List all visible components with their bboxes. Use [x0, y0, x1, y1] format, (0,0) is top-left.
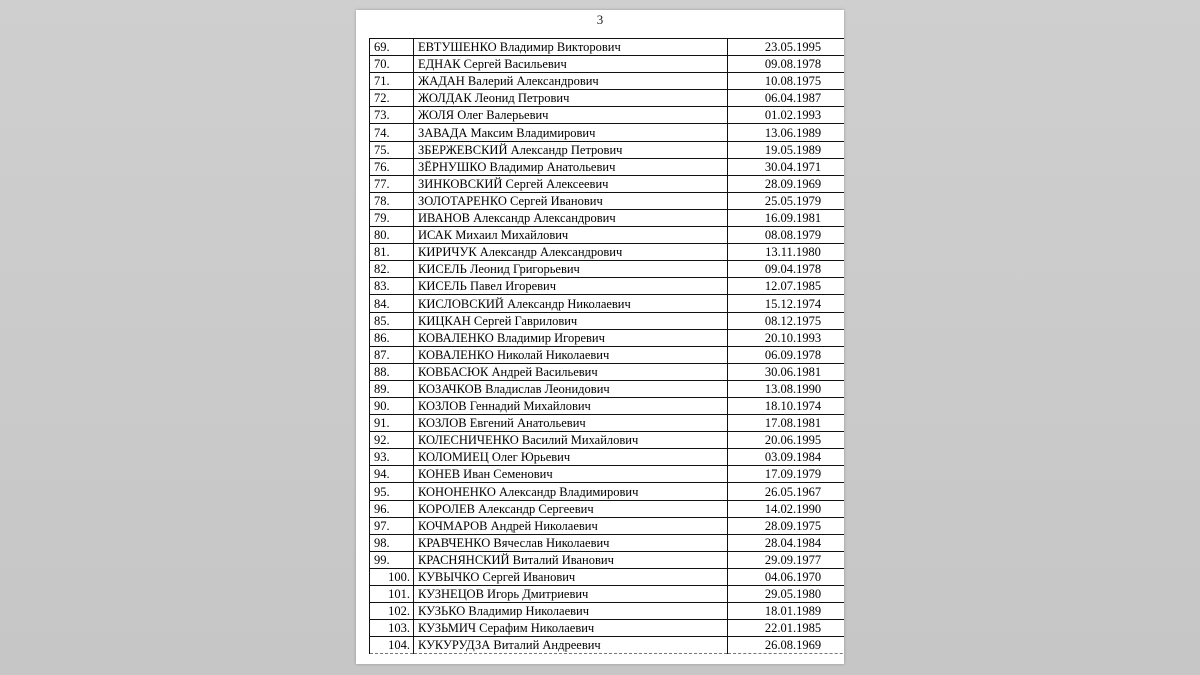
- birth-date-cell: 13.08.1990: [728, 380, 845, 397]
- row-number: 92.: [370, 432, 414, 449]
- table-row: [370, 551, 845, 568]
- row-number: 75.: [370, 141, 414, 158]
- birth-date-cell: 01.02.1993: [728, 107, 845, 124]
- full-name-cell: КУЗНЕЦОВ Игорь Дмитриевич: [414, 586, 728, 603]
- row-number: 83.: [370, 278, 414, 295]
- row-number: 98.: [370, 534, 414, 551]
- full-name-cell: КУЗЬМИЧ Серафим Николаевич: [414, 620, 728, 637]
- full-name-cell: КОЛЕСНИЧЕНКО Василий Михайлович: [414, 432, 728, 449]
- full-name-cell: КОВБАСЮК Андрей Васильевич: [414, 363, 728, 380]
- row-number: 104.: [370, 637, 414, 654]
- birth-date-cell: 19.05.1989: [728, 141, 845, 158]
- table-row: [370, 90, 845, 107]
- row-number: 97.: [370, 517, 414, 534]
- full-name-cell: КОЧМАРОВ Андрей Николаевич: [414, 517, 728, 534]
- table-row: [370, 124, 845, 141]
- birth-date-cell: 22.01.1985: [728, 620, 845, 637]
- row-number: 82.: [370, 261, 414, 278]
- row-number: 103.: [370, 620, 414, 637]
- table-row: [370, 278, 845, 295]
- full-name-cell: ЗБЕРЖЕВСКИЙ Александр Петрович: [414, 141, 728, 158]
- table-row: [370, 603, 845, 620]
- row-number: 70.: [370, 56, 414, 73]
- birth-date-cell: 06.09.1978: [728, 346, 845, 363]
- row-number: 89.: [370, 380, 414, 397]
- birth-date-cell: 23.05.1995: [728, 39, 845, 56]
- row-number: 95.: [370, 483, 414, 500]
- full-name-cell: ЕДНАК Сергей Васильевич: [414, 56, 728, 73]
- birth-date-cell: 09.04.1978: [728, 261, 845, 278]
- table-row: [370, 209, 845, 226]
- full-name-cell: КОЗЛОВ Геннадий Михайлович: [414, 397, 728, 414]
- full-name-cell: КУВЫЧКО Сергей Иванович: [414, 568, 728, 585]
- row-number: 73.: [370, 107, 414, 124]
- table-row: [370, 432, 845, 449]
- table-row: [370, 346, 845, 363]
- birth-date-cell: 13.06.1989: [728, 124, 845, 141]
- full-name-cell: КОВАЛЕНКО Николай Николаевич: [414, 346, 728, 363]
- row-number: 93.: [370, 449, 414, 466]
- full-name-cell: ЕВТУШЕНКО Владимир Викторович: [414, 39, 728, 56]
- birth-date-cell: 17.08.1981: [728, 415, 845, 432]
- row-number: 87.: [370, 346, 414, 363]
- full-name-cell: ЗОЛОТАРЕНКО Сергей Иванович: [414, 192, 728, 209]
- row-number: 101.: [370, 586, 414, 603]
- birth-date-cell: 04.06.1970: [728, 568, 845, 585]
- page-number: 3: [596, 12, 604, 27]
- table-row: [370, 141, 845, 158]
- birth-date-cell: 29.05.1980: [728, 586, 845, 603]
- full-name-cell: КОНОНЕНКО Александр Владимирович: [414, 483, 728, 500]
- birth-date-cell: 06.04.1987: [728, 90, 845, 107]
- row-number: 79.: [370, 209, 414, 226]
- table-row: [370, 586, 845, 603]
- birth-date-cell: 28.09.1975: [728, 517, 845, 534]
- birth-date-cell: 17.09.1979: [728, 466, 845, 483]
- birth-date-cell: 10.08.1975: [728, 73, 845, 90]
- birth-date-cell: 30.04.1971: [728, 158, 845, 175]
- birth-date-cell: 03.09.1984: [728, 449, 845, 466]
- birth-date-cell: 18.01.1989: [728, 603, 845, 620]
- row-number: 90.: [370, 397, 414, 414]
- full-name-cell: ЖАДАН Валерий Александрович: [414, 73, 728, 90]
- row-number: 69.: [370, 39, 414, 56]
- row-number: 100.: [370, 568, 414, 585]
- row-number: 84.: [370, 295, 414, 312]
- birth-date-cell: 28.09.1969: [728, 175, 845, 192]
- row-number: 71.: [370, 73, 414, 90]
- row-number: 76.: [370, 158, 414, 175]
- row-number: 81.: [370, 244, 414, 261]
- table-row: [370, 227, 845, 244]
- table-row: [370, 500, 845, 517]
- full-name-cell: КОЛОМИЕЦ Олег Юрьевич: [414, 449, 728, 466]
- birth-date-cell: 20.10.1993: [728, 329, 845, 346]
- birth-date-cell: 14.02.1990: [728, 500, 845, 517]
- row-number: 99.: [370, 551, 414, 568]
- birth-date-cell: 30.06.1981: [728, 363, 845, 380]
- roster-table-body: [370, 39, 845, 654]
- table-row: [370, 363, 845, 380]
- table-row: [370, 534, 845, 551]
- birth-date-cell: 13.11.1980: [728, 244, 845, 261]
- document-page: [356, 10, 844, 664]
- table-row: [370, 39, 845, 56]
- full-name-cell: КОЗЛОВ Евгений Анатольевич: [414, 415, 728, 432]
- row-number: 86.: [370, 329, 414, 346]
- row-number: 102.: [370, 603, 414, 620]
- full-name-cell: КОРОЛЕВ Александр Сергеевич: [414, 500, 728, 517]
- birth-date-cell: 08.08.1979: [728, 227, 845, 244]
- row-number: 91.: [370, 415, 414, 432]
- table-row: [370, 261, 845, 278]
- row-number: 78.: [370, 192, 414, 209]
- full-name-cell: КРАВЧЕНКО Вячеслав Николаевич: [414, 534, 728, 551]
- birth-date-cell: 12.07.1985: [728, 278, 845, 295]
- roster-table: [369, 38, 844, 654]
- full-name-cell: ЗЁРНУШКО Владимир Анатольевич: [414, 158, 728, 175]
- table-row: [370, 107, 845, 124]
- full-name-cell: КИЦКАН Сергей Гаврилович: [414, 312, 728, 329]
- full-name-cell: КОВАЛЕНКО Владимир Игоревич: [414, 329, 728, 346]
- table-row: [370, 244, 845, 261]
- row-number: 80.: [370, 227, 414, 244]
- table-row: [370, 312, 845, 329]
- birth-date-cell: 26.05.1967: [728, 483, 845, 500]
- table-row: [370, 397, 845, 414]
- table-row: [370, 329, 845, 346]
- birth-date-cell: 25.05.1979: [728, 192, 845, 209]
- row-number: 77.: [370, 175, 414, 192]
- birth-date-cell: 09.08.1978: [728, 56, 845, 73]
- table-row: [370, 517, 845, 534]
- table-row: [370, 158, 845, 175]
- birth-date-cell: 26.08.1969: [728, 637, 845, 654]
- table-row: [370, 380, 845, 397]
- birth-date-cell: 28.04.1984: [728, 534, 845, 551]
- full-name-cell: ЖОЛДАК Леонид Петрович: [414, 90, 728, 107]
- full-name-cell: ЗИНКОВСКИЙ Сергей Алексеевич: [414, 175, 728, 192]
- birth-date-cell: 29.09.1977: [728, 551, 845, 568]
- table-row: [370, 568, 845, 585]
- table-row: [370, 295, 845, 312]
- table-row: [370, 73, 845, 90]
- full-name-cell: КОНЕВ Иван Семенович: [414, 466, 728, 483]
- full-name-cell: КУЗЬКО Владимир Николаевич: [414, 603, 728, 620]
- full-name-cell: КИРИЧУК Александр Александрович: [414, 244, 728, 261]
- full-name-cell: КИСЕЛЬ Леонид Григорьевич: [414, 261, 728, 278]
- row-number: 88.: [370, 363, 414, 380]
- table-row: [370, 466, 845, 483]
- birth-date-cell: 15.12.1974: [728, 295, 845, 312]
- row-number: 74.: [370, 124, 414, 141]
- table-row: [370, 175, 845, 192]
- birth-date-cell: 08.12.1975: [728, 312, 845, 329]
- full-name-cell: КУКУРУДЗА Виталий Андреевич: [414, 637, 728, 654]
- birth-date-cell: 16.09.1981: [728, 209, 845, 226]
- full-name-cell: ЖОЛЯ Олег Валерьевич: [414, 107, 728, 124]
- row-number: 72.: [370, 90, 414, 107]
- row-number: 85.: [370, 312, 414, 329]
- table-row: [370, 483, 845, 500]
- birth-date-cell: 20.06.1995: [728, 432, 845, 449]
- table-row: [370, 192, 845, 209]
- table-row: [370, 620, 845, 637]
- full-name-cell: КИСЕЛЬ Павел Игоревич: [414, 278, 728, 295]
- row-number: 94.: [370, 466, 414, 483]
- full-name-cell: КРАСНЯНСКИЙ Виталий Иванович: [414, 551, 728, 568]
- row-number: 96.: [370, 500, 414, 517]
- full-name-cell: ЗАВАДА Максим Владимирович: [414, 124, 728, 141]
- table-row: [370, 637, 845, 654]
- full-name-cell: ИСАК Михаил Михайлович: [414, 227, 728, 244]
- table-row: [370, 415, 845, 432]
- full-name-cell: КИСЛОВСКИЙ Александр Николаевич: [414, 295, 728, 312]
- full-name-cell: КОЗАЧКОВ Владислав Леонидович: [414, 380, 728, 397]
- full-name-cell: ИВАНОВ Александр Александрович: [414, 209, 728, 226]
- birth-date-cell: 18.10.1974: [728, 397, 845, 414]
- table-row: [370, 449, 845, 466]
- table-row: [370, 56, 845, 73]
